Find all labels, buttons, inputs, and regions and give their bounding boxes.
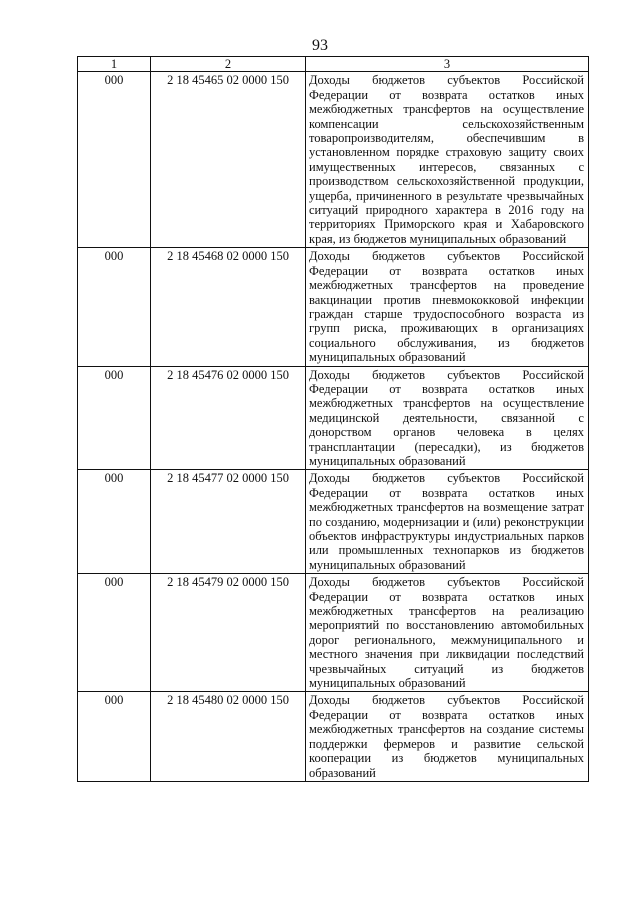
admin-code-cell: 000 — [78, 470, 151, 574]
column-header-2: 2 — [151, 57, 306, 72]
description-cell: Доходы бюджетов субъектов Российской Федерации от возврата остатков иных межбюджетных трансфертов на создание системы поддержки фермеров и развитие сельской кооперации из бюджетов муниципальных образований — [306, 692, 589, 781]
admin-code-cell: 000 — [78, 692, 151, 781]
admin-code-cell: 000 — [78, 72, 151, 248]
budget-code-cell: 2 18 45465 02 0000 150 — [151, 72, 306, 248]
description-cell: Доходы бюджетов субъектов Российской Федерации от возврата остатков иных межбюджетных трансфертов на осуществление компенсации сельскохозяйственным товаропроизводителям, обеспечившим в установленном порядке страховую защиту своих имущественных интересов, связанных с производством сельскохозяйственной продукции, ущерба, причиненного в результате чрезвычайных ситуаций природного характера в 2016 году на территориях Приморского края и Хабаровского края, из бюджетов муниципальных образований — [306, 72, 589, 248]
budget-code-cell: 2 18 45468 02 0000 150 — [151, 248, 306, 366]
budget-codes-table — [77, 56, 589, 782]
description-cell: Доходы бюджетов субъектов Российской Федерации от возврата остатков иных межбюджетных трансфертов на проведение вакцинации против пневмококковой инфекции граждан старше трудоспособного возраста из групп риска, проживающих в организациях социального обслуживания, из бюджетов муниципальных образований — [306, 248, 589, 366]
description-cell: Доходы бюджетов субъектов Российской Федерации от возврата остатков иных межбюджетных трансфертов на осуществление медицинской деятельности, связанной с донорством органов человека в целях трансплантации (пересадки), из бюджетов муниципальных образований — [306, 366, 589, 470]
admin-code-cell: 000 — [78, 248, 151, 366]
budget-code-cell: 2 18 45476 02 0000 150 — [151, 366, 306, 470]
table-row — [78, 692, 589, 781]
column-header-1: 1 — [78, 57, 151, 72]
column-header-3: 3 — [306, 57, 589, 72]
budget-code-cell: 2 18 45480 02 0000 150 — [151, 692, 306, 781]
budget-code-cell: 2 18 45477 02 0000 150 — [151, 470, 306, 574]
admin-code-cell: 000 — [78, 366, 151, 470]
budget-code-cell: 2 18 45479 02 0000 150 — [151, 574, 306, 692]
description-cell: Доходы бюджетов субъектов Российской Федерации от возврата остатков иных межбюджетных трансфертов на реализацию мероприятий по восстановлению автомобильных дорог регионального, межмуниципального и местного значения при ликвидации последствий чрезвычайных ситуаций из бюджетов муниципальных образований — [306, 574, 589, 692]
description-cell: Доходы бюджетов субъектов Российской Федерации от возврата остатков иных межбюджетных трансфертов на возмещение затрат по созданию, модернизации и (или) реконструкции объектов инфраструктуры индустриальных парков или промышленных технопарков из бюджетов муниципальных образований — [306, 470, 589, 574]
table-row — [78, 248, 589, 366]
table-row — [78, 366, 589, 470]
table-row — [78, 574, 589, 692]
admin-code-cell: 000 — [78, 574, 151, 692]
table-header-row — [78, 57, 589, 72]
table-row — [78, 470, 589, 574]
page-number: 93 — [312, 37, 328, 54]
table-row — [78, 72, 589, 248]
